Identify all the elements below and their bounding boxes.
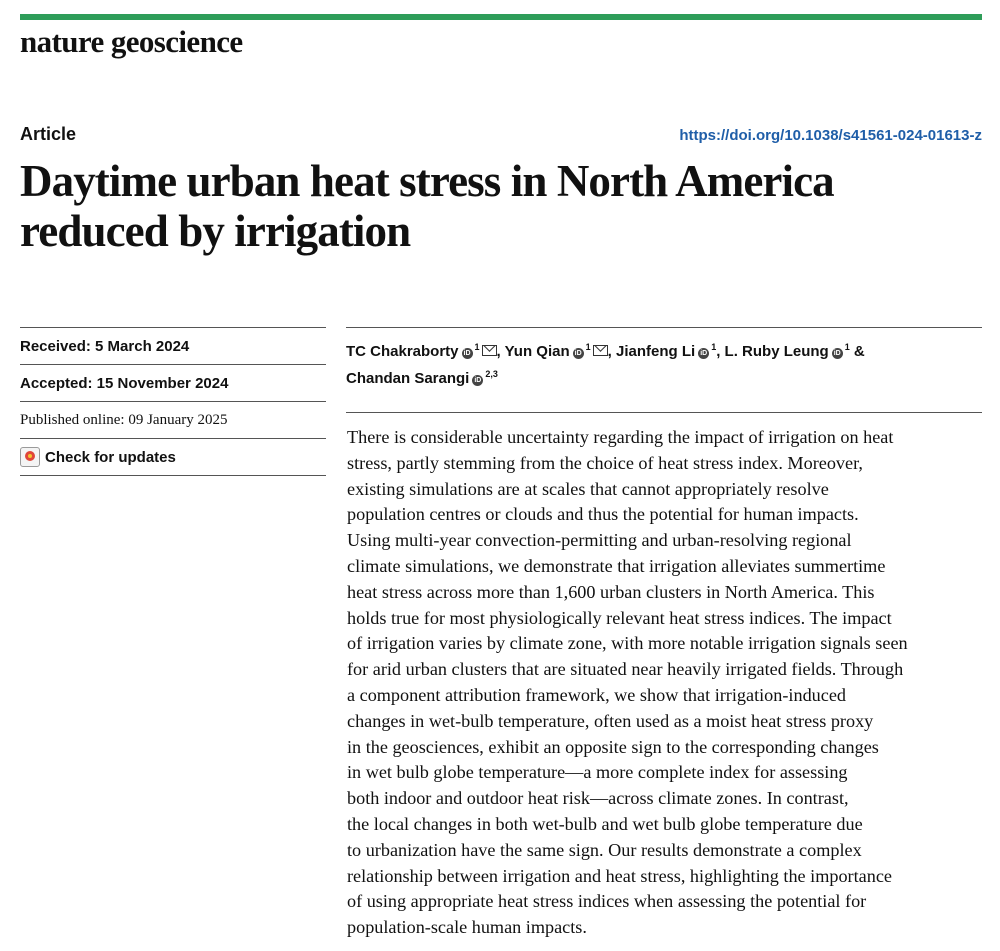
abstract-line: in the geosciences, exhibit an opposite sign to the corresponding changes — [347, 736, 879, 757]
abstract-line: There is considerable uncertainty regarding the impact of irrigation on heat — [347, 427, 894, 447]
orcid-icon[interactable]: iD — [463, 350, 471, 357]
abstract-line: population-scale human impacts. — [347, 917, 587, 938]
abstract-line: to urbanization have the same sign. Our results demonstrate a complex — [347, 839, 862, 860]
abstract-line: in wet bulb globe temperature—a more complete index for assessing — [347, 762, 848, 783]
journal-accent-bar — [20, 14, 982, 20]
orcid-icon[interactable]: iD — [474, 377, 482, 384]
check-for-updates-label: Check for updates — [45, 448, 176, 466]
abstract-line: heat stress across more than 1,600 urban clusters in North America. This — [347, 581, 875, 602]
email-icon[interactable] — [482, 345, 497, 356]
abstract-divider — [346, 412, 982, 413]
author-affiliation: 1 — [585, 342, 591, 352]
author-affiliation: 1 — [474, 342, 480, 352]
email-icon[interactable] — [593, 345, 608, 356]
published-date: Published online: 09 January 2025 — [20, 401, 326, 438]
author-name[interactable]: Chandan Sarangi — [346, 370, 470, 387]
orcid-icon[interactable]: iD — [833, 350, 841, 357]
abstract-line: for arid urban clusters that are situated near heavily irrigated fields. Through — [347, 659, 904, 680]
orcid-icon[interactable]: iD — [574, 350, 582, 357]
abstract-line: population centres or clouds and thus the potential for human impacts. — [347, 504, 859, 525]
abstract-line: a component attribution framework, we show that irrigation-induced — [347, 684, 847, 705]
article-dates-sidebar — [20, 327, 326, 476]
author-affiliation: 1 — [844, 342, 850, 352]
author-name[interactable]: Yun Qian — [504, 343, 570, 360]
abstract-line: changes in wet-bulb temperature, often used as a moist heat stress proxy — [347, 710, 874, 731]
abstract-line: holds true for most physiologically relevant heat stress indices. The impact — [347, 607, 892, 628]
author-affiliation: 2,3 — [485, 369, 498, 379]
abstract — [347, 425, 987, 941]
author-separator: & — [849, 343, 865, 360]
abstract-line: Using multi-year convection-permitting and urban-resolving regional — [347, 530, 852, 551]
author-list — [346, 336, 982, 390]
author-affiliation: 1 — [711, 342, 717, 352]
abstract-line: the local changes in both wet-bulb and wet bulb globe temperature due — [347, 813, 863, 834]
received-date: Received: 5 March 2024 — [20, 327, 326, 364]
doi-link[interactable]: https://doi.org/10.1038/s41561-024-01613-z — [679, 127, 982, 144]
abstract-line: existing simulations are at scales that cannot appropriately resolve — [347, 478, 829, 499]
author-name[interactable]: TC Chakraborty — [346, 343, 459, 360]
article-type: Article — [20, 124, 77, 144]
abstract-line: of irrigation varies by climate zone, with more notable irrigation signals seen — [347, 633, 908, 654]
check-for-updates-button[interactable] — [20, 438, 326, 476]
author-separator: , — [496, 343, 505, 360]
author-separator: , — [607, 343, 616, 360]
abstract-line: of using appropriate heat stress indices when assessing the potential for — [347, 891, 867, 912]
author-list-section — [346, 327, 982, 390]
orcid-icon[interactable]: iD — [700, 350, 708, 357]
abstract-line: both indoor and outdoor heat risk—across climate zones. In contrast, — [347, 788, 849, 809]
abstract-line: stress, partly stemming from the choice of heat stress index. Moreover, — [347, 452, 863, 473]
author-separator: , — [716, 343, 725, 360]
article-title: Daytime urban heat stress in North America reduced by irrigation — [20, 156, 834, 256]
abstract-line: climate simulations, we demonstrate that irrigation alleviates summertime — [347, 555, 886, 576]
author-name[interactable]: L. Ruby Leung — [724, 343, 829, 360]
check-for-updates-icon — [20, 447, 40, 467]
abstract-line: relationship between irrigation and heat stress, highlighting the importance — [347, 865, 892, 886]
journal-name[interactable]: nature geoscience — [20, 24, 243, 59]
author-name[interactable]: Jianfeng Li — [616, 343, 696, 360]
accepted-date: Accepted: 15 November 2024 — [20, 364, 326, 401]
